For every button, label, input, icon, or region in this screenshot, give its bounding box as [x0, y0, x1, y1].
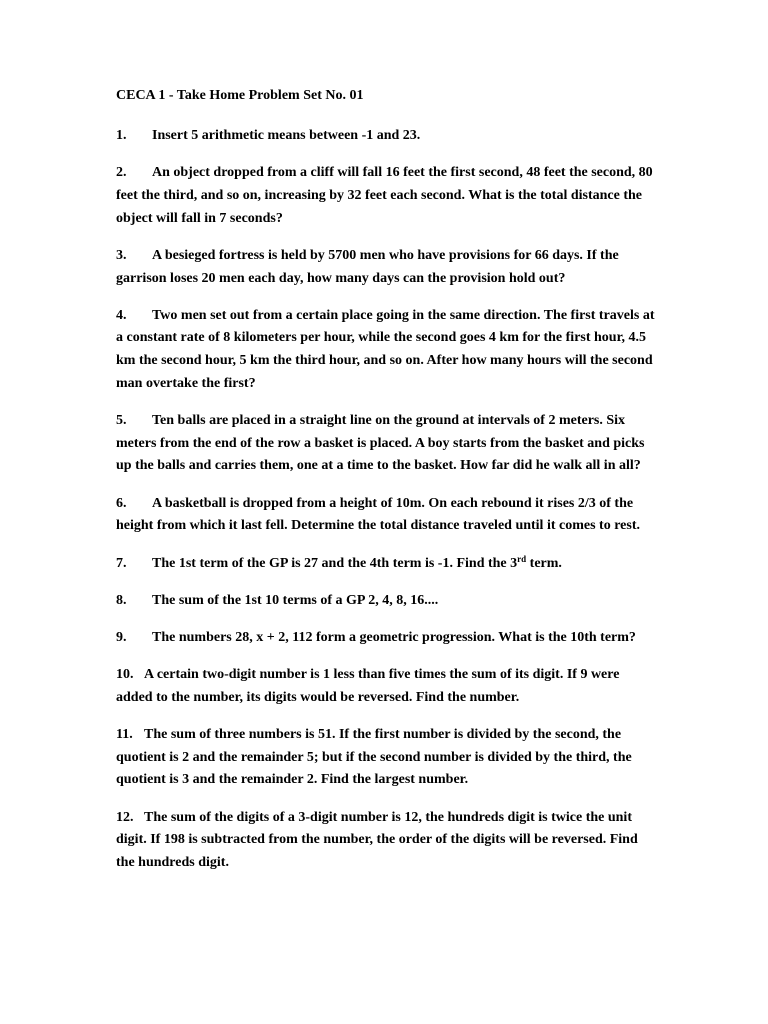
problem-number: 7. — [116, 555, 127, 571]
problem-text: The sum of the 1st 10 terms of a GP 2, 4, 8, 16.... — [152, 592, 439, 608]
ordinal-superscript: rd — [517, 553, 527, 564]
problem-number: 2. — [116, 165, 127, 181]
problem-1 — [116, 125, 656, 148]
problem-text: An object dropped from a cliff will fall 16 feet the first second, 48 feet the second, 80 feet the third, and so on, increasing by 32 feet each second. What is the total distance the object will fall in 7 seconds? — [116, 165, 653, 226]
problem-text: Insert 5 arithmetic means between -1 and 23. — [152, 128, 421, 143]
problem-text: A besieged fortress is held by 5700 men who have provisions for 66 days. If the garrison loses 20 men each day, how many days can the provision hold out? — [116, 247, 619, 286]
problem-7 — [116, 553, 656, 576]
problem-number: 6. — [116, 495, 127, 511]
problem-3 — [116, 245, 656, 290]
problem-number: 12. — [116, 809, 134, 825]
problem-8 — [116, 590, 656, 613]
problem-number: 8. — [116, 592, 127, 608]
problem-number: 4. — [116, 307, 127, 323]
problem-10 — [116, 664, 656, 709]
problem-text: Ten balls are placed in a straight line on the ground at intervals of 2 meters. Six meters from the end of the row a basket is placed. A boy starts from the basket and picks up the balls and carries them, one at a time to the basket. How far did he walk all in all? — [116, 413, 645, 474]
problem-number: 9. — [116, 629, 127, 645]
problem-number: 1. — [116, 128, 127, 143]
problem-text: The sum of the digits of a 3-digit number is 12, the hundreds digit is twice the unit digit. If 198 is subtracted from the number, the order of the digits will be reversed. Find the hundreds digit. — [116, 809, 638, 871]
problem-text: The numbers 28, x + 2, 112 form a geometric progression. What is the 10th term? — [152, 629, 636, 645]
problem-12 — [116, 807, 656, 875]
problem-text-end: term. — [526, 555, 562, 571]
problem-text: Two men set out from a certain place going in the same direction. The first travels at a constant rate of 8 kilometers per hour, while the second goes 4 km for the first hour, 4.5 km the second hour, 5 km the third hour, and so on. After how many hours will the second man overtake the first? — [116, 307, 655, 391]
problem-2 — [116, 162, 656, 230]
problem-number: 11. — [116, 727, 133, 743]
problem-text: The sum of three numbers is 51. If the first number is divided by the second, the quotient is 2 and the remainder 5; but if the second number is divided by the third, the quotient is 3 and the remainder 2. Find the largest number. — [116, 727, 632, 788]
problem-11 — [116, 724, 656, 792]
problem-number: 5. — [116, 413, 127, 429]
document-title: CECA 1 - Take Home Problem Set No. 01 — [116, 88, 364, 103]
problem-9 — [116, 627, 656, 650]
problem-number: 10. — [116, 667, 134, 683]
problem-5 — [116, 410, 656, 478]
problem-4 — [116, 305, 656, 396]
problem-6 — [116, 493, 656, 538]
problem-number: 3. — [116, 247, 127, 263]
problem-text: The 1st term of the GP is 27 and the 4th term is -1. Find the 3 — [152, 555, 518, 571]
problem-text: A certain two-digit number is 1 less than five times the sum of its digit. If 9 were added to the number, its digits would be reversed. Find the number. — [116, 667, 620, 705]
problem-text: A basketball is dropped from a height of 10m. On each rebound it rises 2/3 of the height from which it last fell. Determine the total distance traveled until it comes to rest. — [116, 495, 640, 534]
